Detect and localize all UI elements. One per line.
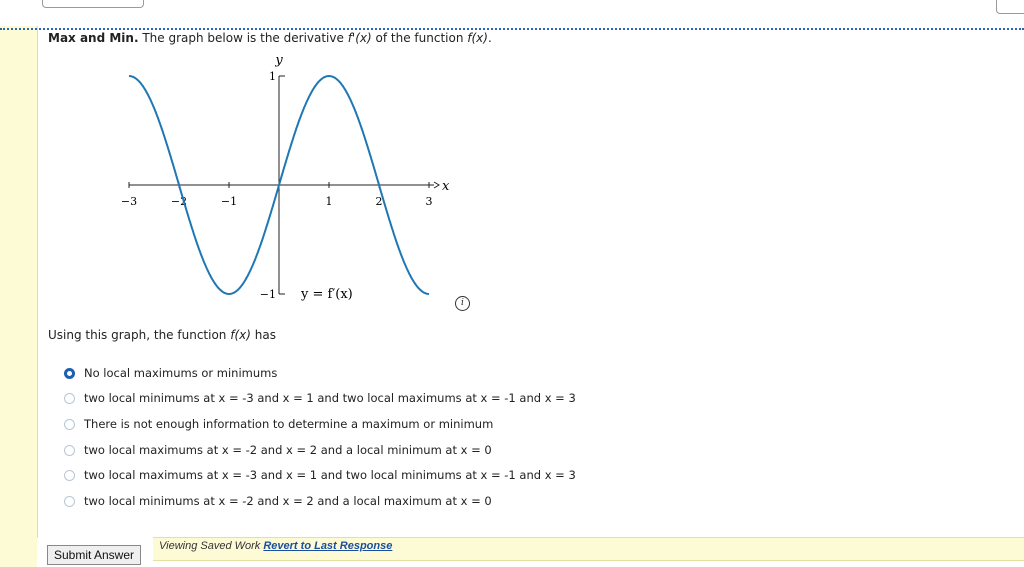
x-tick-label: −2	[170, 195, 188, 208]
x-tick-label: 2	[375, 195, 383, 208]
option-label: two local maximums at x = -2 and x = 2 and a local minimum at x = 0	[84, 443, 492, 457]
option-3[interactable]	[64, 441, 664, 459]
x-axis-label: x	[442, 179, 450, 194]
question-title: Max and Min.	[48, 31, 139, 45]
revert-link[interactable]: Revert to Last Response	[263, 540, 393, 552]
saved-work-text: Viewing Saved Work Revert to Last Response	[159, 540, 393, 552]
x-tick-label: −3	[120, 195, 138, 208]
option-2[interactable]	[64, 415, 664, 433]
x-tick-label: 3	[425, 195, 433, 208]
x-axis-arrow	[434, 182, 439, 188]
radio-button[interactable]	[64, 419, 75, 430]
option-label: two local maximums at x = -3 and x = 1 and two local minimums at x = -1 and x = 3	[84, 468, 576, 482]
y-axis-label: y	[275, 53, 283, 68]
option-label: two local minimums at x = -3 and x = 1 and two local maximums at x = -1 and x = 3	[84, 391, 576, 405]
prompt-text: Using this graph, the function f(x) has	[48, 328, 276, 342]
option-5[interactable]	[64, 492, 664, 510]
radio-button[interactable]	[64, 496, 75, 507]
y-tick-top: 1	[269, 70, 276, 83]
radio-button[interactable]	[64, 470, 75, 481]
info-icon[interactable]: i	[455, 296, 470, 311]
radio-button[interactable]	[64, 445, 75, 456]
submit-answer-button[interactable]: Submit Answer	[47, 545, 141, 565]
option-label: two local minimums at x = -2 and x = 2 and a local maximum at x = 0	[84, 494, 492, 508]
option-0[interactable]	[64, 364, 664, 382]
option-label: There is not enough information to determine a maximum or minimum	[84, 417, 494, 431]
x-tick-label: −1	[220, 195, 238, 208]
option-1[interactable]	[64, 389, 664, 407]
question-text: Max and Min. The graph below is the derivative f'(x) of the function f(x).	[48, 31, 492, 45]
option-label: No local maximums or minimums	[84, 366, 278, 380]
option-4[interactable]	[64, 466, 664, 484]
curve-label: y = f′(x)	[301, 287, 353, 302]
radio-button[interactable]	[64, 368, 75, 379]
radio-button[interactable]	[64, 393, 75, 404]
y-tick-bottom: −1	[259, 288, 276, 301]
x-tick-label: 1	[325, 195, 333, 208]
